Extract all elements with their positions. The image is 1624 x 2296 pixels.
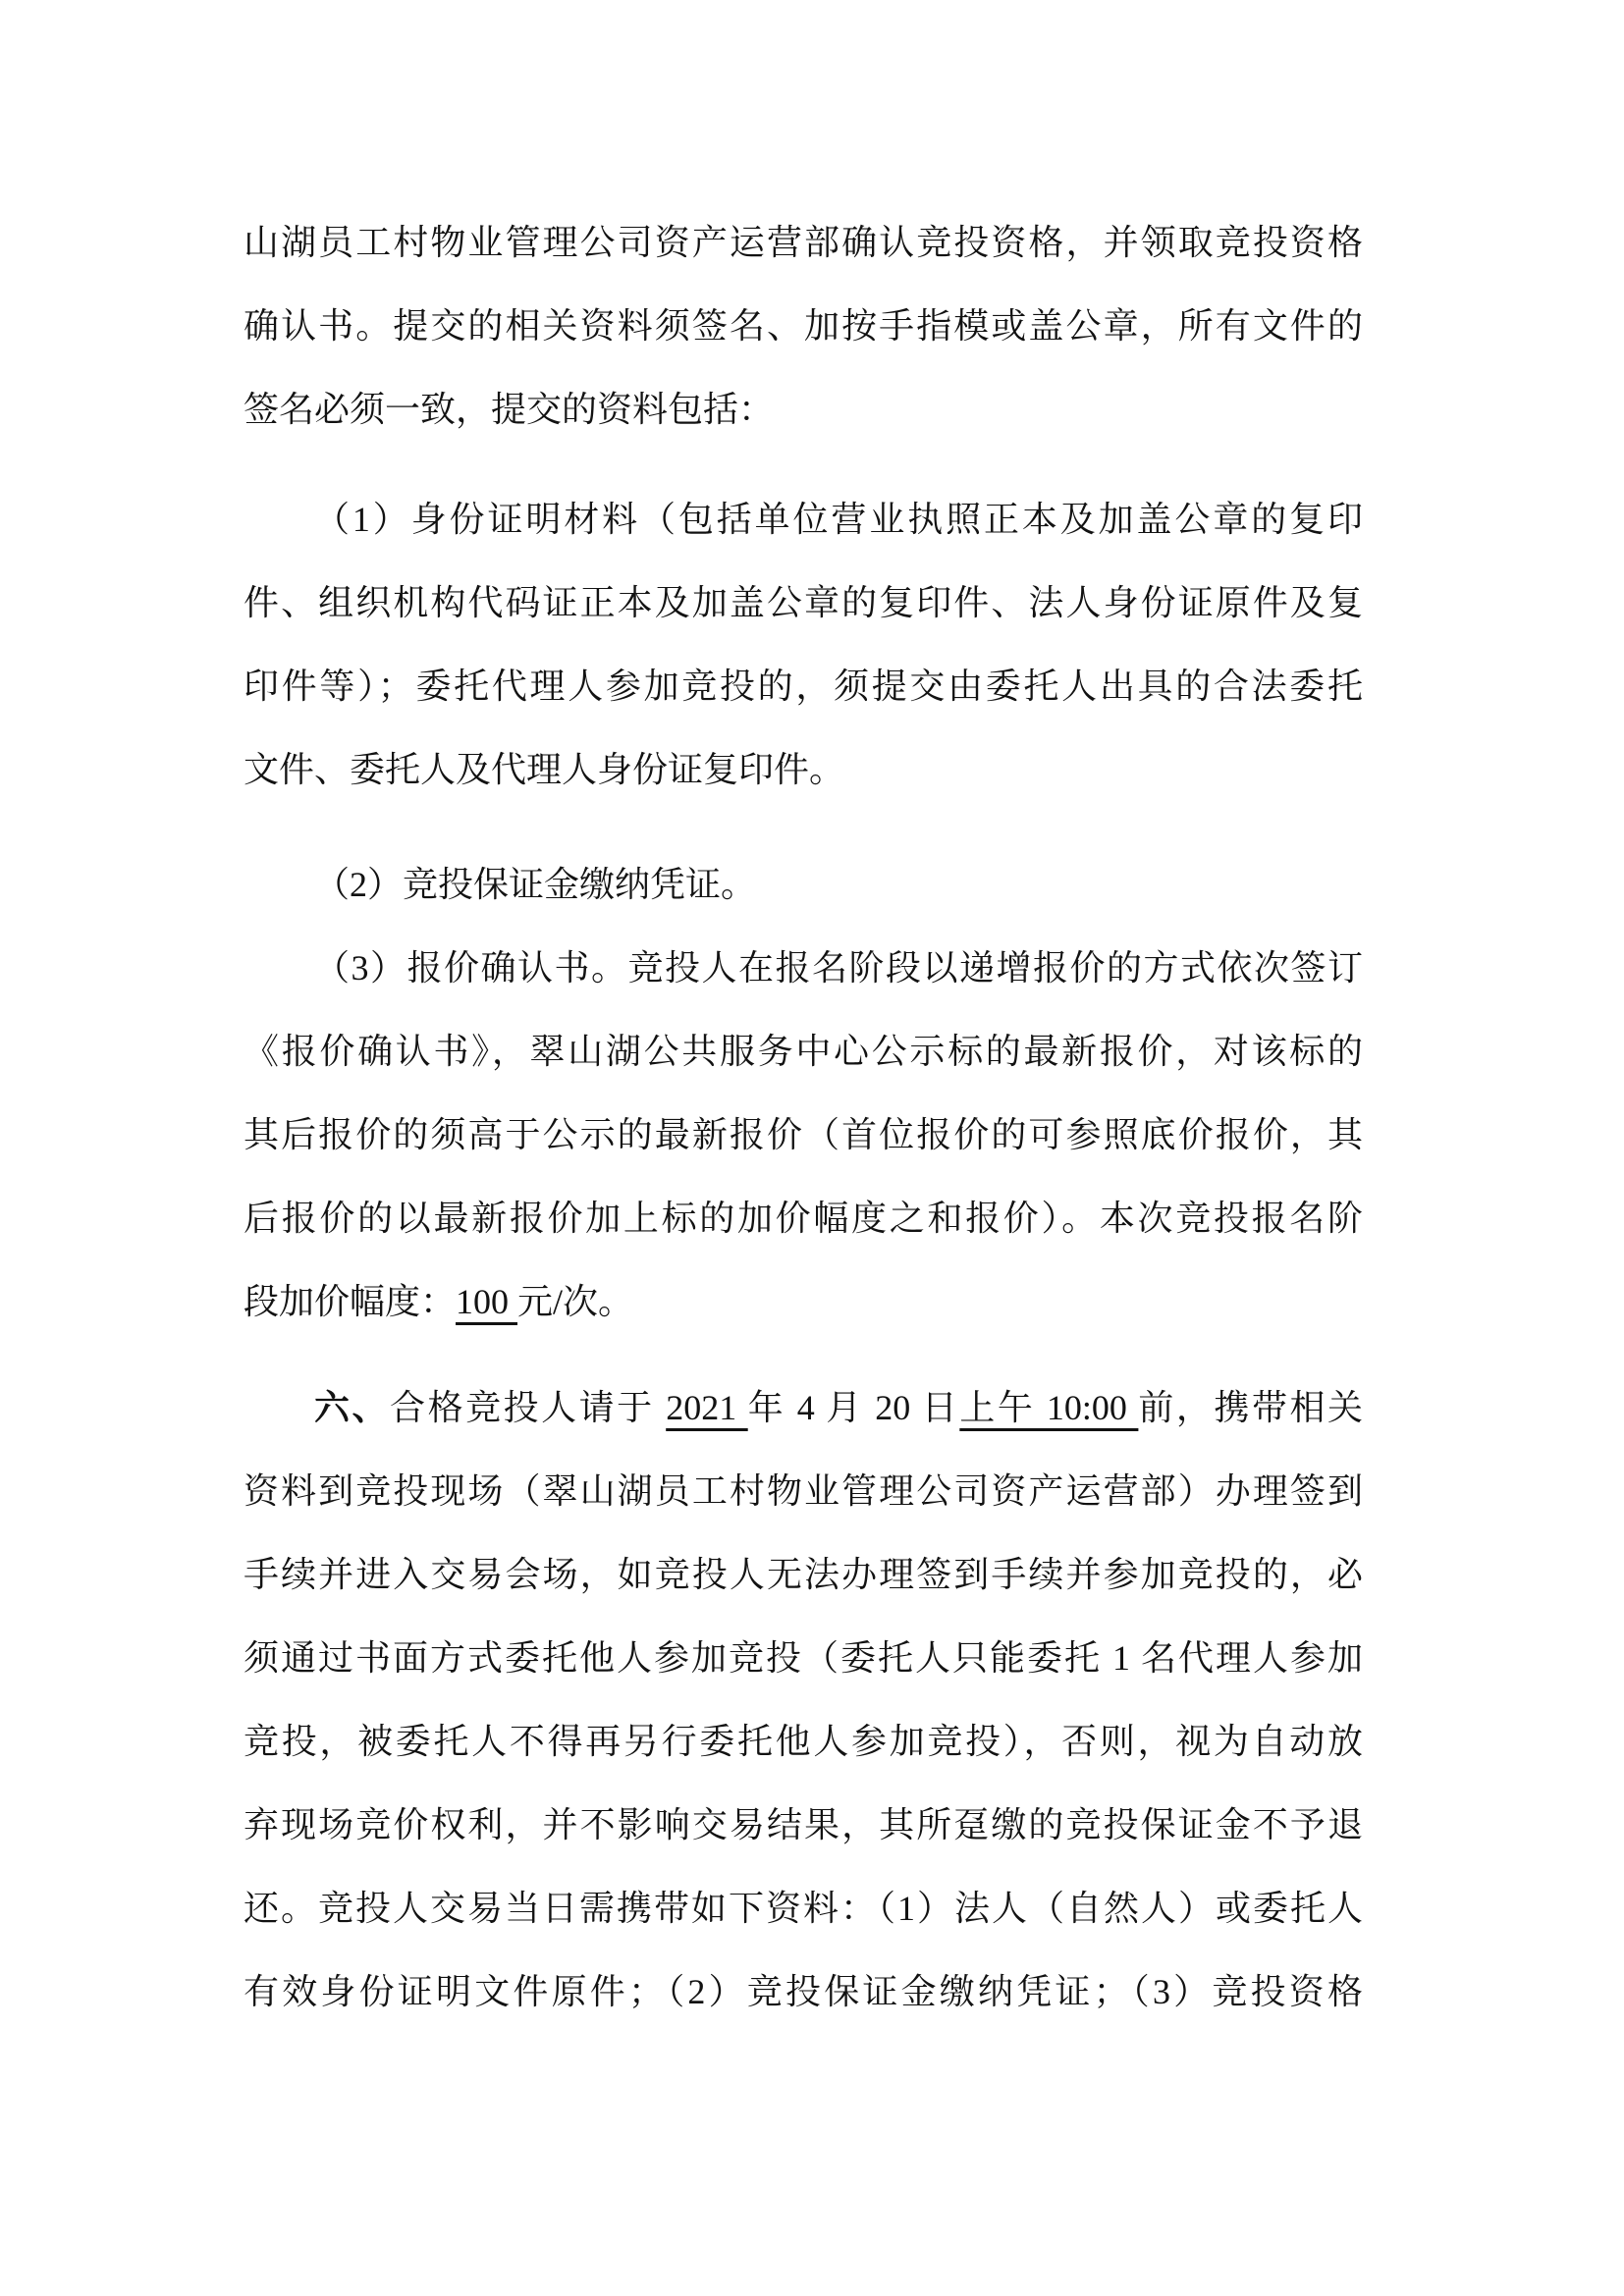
underlined-value-year: 2021 [666, 1388, 748, 1427]
text-segment: 印件等）；委托代理人参加竞投的，须提交由委托人出具的合法委托 [244, 667, 1363, 706]
doc-line [244, 1177, 1363, 1260]
text-segment: 须通过书面方式委托他人参加竞投（委托人只能委托 1 名代理人参加 [244, 1638, 1363, 1678]
doc-line [244, 201, 1363, 285]
doc-line [244, 843, 1363, 927]
underlined-value-time: 上午 10:00 [959, 1388, 1139, 1427]
doc-line [244, 1867, 1363, 1950]
doc-line [244, 1010, 1363, 1094]
text-segment: 年 4 月 20 日 [747, 1388, 960, 1427]
text-segment: 前，携带相关 [1138, 1388, 1363, 1427]
text-segment: 资料到竞投现场（翠山湖员工村物业管理公司资产运营部）办理签到 [244, 1471, 1363, 1511]
text-segment: 《报价确认书》，翠山湖公共服务中心公示标的最新报价，对该标的 [244, 1032, 1363, 1071]
text-segment: 段加价幅度： [244, 1282, 457, 1321]
text-segment: 弃现场竞价权利，并不影响交易结果，其所趸缴的竞投保证金不予退 [244, 1805, 1363, 1844]
section-number-bold: 六、 [314, 1388, 391, 1427]
text-segment: 后报价的以最新报价加上标的加价幅度之和报价）。本次竞投报名阶 [244, 1199, 1363, 1238]
doc-line [244, 1450, 1363, 1533]
doc-line [244, 1260, 1363, 1344]
text-segment: （3）报价确认书。竞投人在报名阶段以递增报价的方式依次签订 [314, 948, 1363, 988]
doc-line [244, 1617, 1363, 1700]
text-segment: 元/次。 [517, 1282, 634, 1321]
doc-line [244, 728, 1363, 812]
text-segment: （1）身份证明材料（包括单位营业执照正本及加盖公章的复印 [314, 500, 1363, 539]
doc-line [244, 927, 1363, 1010]
text-segment: 还。竞投人交易当日需携带如下资料：（1）法人（自然人）或委托人 [244, 1889, 1363, 1928]
underlined-value-increment: 100 [456, 1282, 518, 1321]
doc-line [244, 1094, 1363, 1177]
document-text-block [244, 201, 1363, 2034]
doc-line [244, 1950, 1363, 2034]
text-segment: 合格竞投人请于 [390, 1388, 667, 1427]
doc-line [244, 1533, 1363, 1617]
text-segment: 竞投，被委托人不得再另行委托他人参加竞投），否则，视为自动放 [244, 1722, 1363, 1761]
doc-line [244, 285, 1363, 368]
text-segment: 件、组织机构代码证正本及加盖公章的复印件、法人身份证原件及复 [244, 583, 1363, 622]
text-segment: 其后报价的须高于公示的最新报价（首位报价的可参照底价报价，其 [244, 1115, 1363, 1154]
doc-line [244, 1366, 1363, 1450]
text-segment: （2）竞投保证金缴纳凭证。 [314, 865, 757, 904]
text-segment: 手续并进入交易会场，如竞投人无法办理签到手续并参加竞投的，必 [244, 1555, 1363, 1594]
doc-line [244, 561, 1363, 645]
text-segment: 文件、委托人及代理人身份证复印件。 [244, 750, 845, 789]
text-segment: 确认书。提交的相关资料须签名、加按手指模或盖公章，所有文件的 [244, 306, 1363, 346]
doc-line [244, 1700, 1363, 1784]
doc-line [244, 478, 1363, 561]
text-segment: 有效身份证明文件原件；（2）竞投保证金缴纳凭证；（3）竞投资格 [244, 1972, 1363, 2011]
doc-line [244, 1784, 1363, 1867]
text-segment: 山湖员工村物业管理公司资产运营部确认竞投资格，并领取竞投资格 [244, 223, 1363, 262]
text-segment: 签名必须一致，提交的资料包括： [244, 390, 775, 429]
doc-line [244, 368, 1363, 452]
doc-line [244, 645, 1363, 728]
